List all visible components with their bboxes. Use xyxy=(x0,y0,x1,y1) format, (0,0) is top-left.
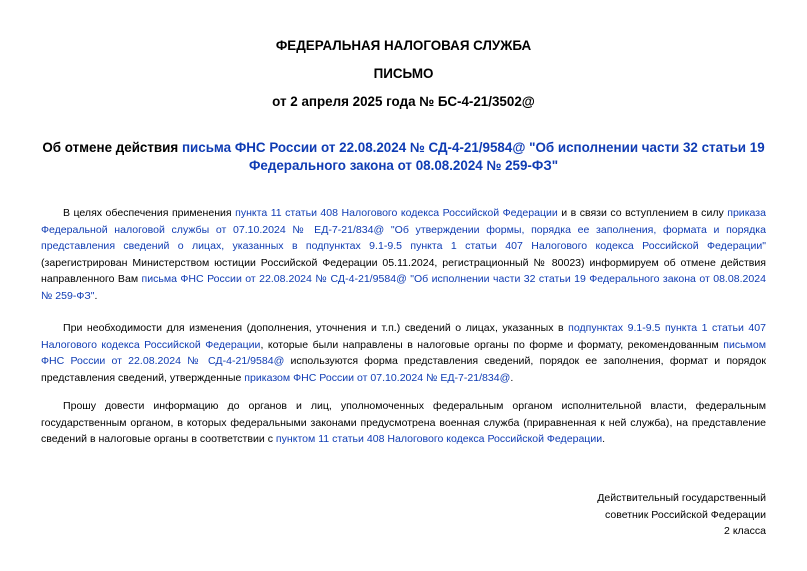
paragraph-3 xyxy=(41,398,766,448)
p2-text-4: . xyxy=(510,371,514,384)
p1-text-2: и в связи со вступлением в силу xyxy=(557,207,728,219)
p3-text-2: . xyxy=(602,433,606,445)
p1-link-order-ed-7-21-834[interactable]: приказа Федеральной налоговой службы от 07.10.2024 № ЕД-7-21/834@ "Об утверждении формы, порядка ее заполнения, формата и порядка представления сведений о лицах, указанных в подпунктах 9.1-9.5 пункта 1 статьи 407 Налогового кодекса Российской Федерации" xyxy=(41,207,766,252)
signature-line-1: Действительный государственный xyxy=(597,492,766,504)
p1-link-letter-sd-4-21-9584[interactable]: письма ФНС России от 22.08.2024 № СД-4-21/9584@ "Об исполнении части 32 статьи 19 Федерального закона от 08.08.2024 № 259-ФЗ" xyxy=(41,273,766,302)
document-type: ПИСЬМО xyxy=(373,66,434,81)
p1-text-3: (зарегистрирован Министерством юстиции Российской Федерации 05.11.2024, регистрационный № 80023) информируем об отмене действия направленного Вам xyxy=(41,256,766,285)
subject-letter-link[interactable]: письма ФНС России от 22.08.2024 № СД-4-21/9584@ "Об исполнении части 32 статьи 19 Федерального закона от 08.08.2024 № 259-ФЗ" xyxy=(181,140,765,173)
signature-line-2: советник Российской Федерации xyxy=(604,508,766,521)
paragraph-2 xyxy=(41,320,766,386)
signature-line-3: 2 класса xyxy=(724,525,766,537)
signature-block xyxy=(466,490,766,540)
subject-prefix: Об отмене действия xyxy=(42,140,182,155)
p1-link-tax-code-article-408[interactable]: пункта 11 статьи 408 Налогового кодекса Российской Федерации xyxy=(235,207,558,219)
p2-link-subparagraphs-9-1-9-5[interactable]: подпунктах 9.1-9.5 пункта 1 статьи 407 Налогового кодекса Российской Федерации xyxy=(41,322,766,351)
document-subject xyxy=(30,139,777,175)
p2-text-2: , которые были направлены в налоговые органы по форме и формату, рекомендованным xyxy=(260,338,724,351)
p1-text-4: . xyxy=(94,289,98,302)
paragraph-1 xyxy=(41,205,766,304)
p3-text-1: Прошу довести информацию до органов и лиц, уполномоченных федеральным органом исполнительной власти, федеральным государственным органом, в которых федеральными законами предусмотрена военная служба (приравненная к ней служба), на представление сведений в налоговые органы в соответствии с xyxy=(41,400,766,445)
p2-link-order-ed-7-21-834[interactable]: приказом ФНС России от 07.10.2024 № ЕД-7-21/834@ xyxy=(244,371,511,384)
agency-title: ФЕДЕРАЛЬНАЯ НАЛОГОВАЯ СЛУЖБА xyxy=(275,38,532,53)
document-date-number: от 2 апреля 2025 года № БС-4-21/3502@ xyxy=(272,94,535,109)
p3-link-tax-code-article-408[interactable]: пунктом 11 статьи 408 Налогового кодекса Российской Федерации xyxy=(275,433,603,445)
p2-text-3: используются форма представления сведений, порядок ее заполнения, формат и порядок представления сведений, утвержденные xyxy=(41,355,766,384)
p2-link-letter-sd-4-21-9584[interactable]: письмом ФНС России от 22.08.2024 № СД-4-21/9584@ xyxy=(41,338,766,367)
p1-text-1: В целях обеспечения применения xyxy=(63,207,236,219)
p2-text-1: При необходимости для изменения (дополнения, уточнения и т.п.) сведений о лицах, указанных в xyxy=(63,322,569,334)
